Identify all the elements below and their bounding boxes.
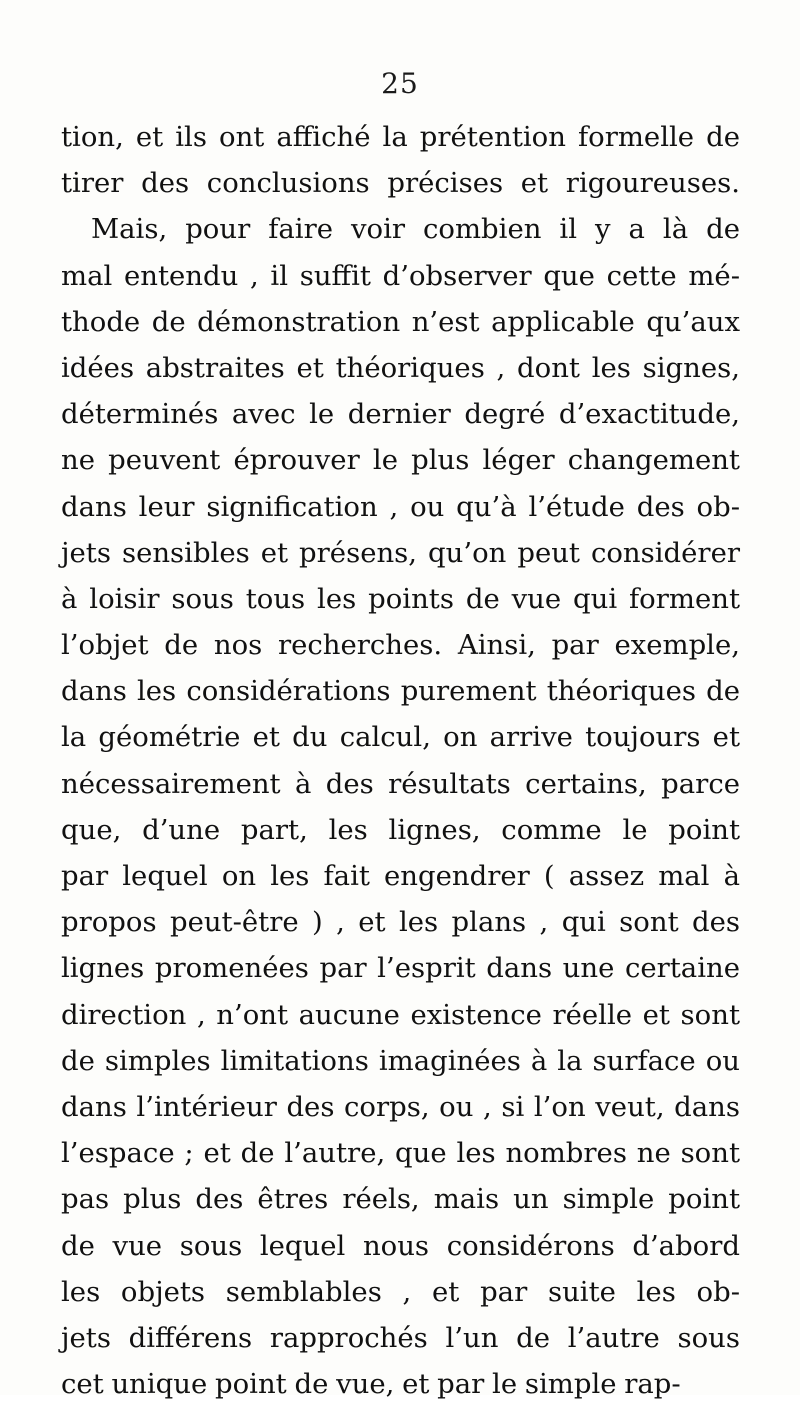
text-line: tirer des conclusions précises et rigoureuses. (61, 167, 740, 200)
text-line: dans les considérations purement théoriques de (61, 675, 740, 708)
text-line: l’espace ; et de l’autre, que les nombres ne sont (61, 1137, 740, 1170)
text-line: jets sensibles et présens, qu’on peut considérer (61, 536, 740, 569)
text-line: de vue sous lequel nous considérons d’abord (61, 1229, 740, 1262)
body-text (61, 114, 740, 1407)
page-number: 25 (381, 67, 419, 100)
text-line: ne peuvent éprouver le plus léger changement (61, 444, 740, 477)
text-line: déterminés avec le dernier degré d’exactitude, (61, 398, 740, 431)
text-line: tion, et ils ont affiché la prétention formelle de (61, 121, 740, 153)
text-line: direction , n’ont aucune existence réelle et sont (61, 998, 740, 1031)
text-line: Mais, pour faire voir combien il y a là de (91, 213, 740, 246)
text-line: nécessairement à des résultats certains, parce (61, 767, 740, 800)
text-line: la géométrie et du calcul, on arrive toujours et (61, 721, 740, 754)
text-line: de simples limitations imaginées à la surface ou (61, 1044, 740, 1077)
text-line: idées abstraites et théoriques , dont les signes, (61, 351, 740, 384)
text-line: que, d’une part, les lignes, comme le point (61, 813, 740, 846)
text-line: thode de démonstration n’est applicable qu’aux (61, 305, 740, 338)
text-line: cet unique point de vue, et par le simple rap- (61, 1368, 681, 1401)
text-line: l’objet de nos recherches. Ainsi, par exemple, (61, 629, 740, 662)
text-line: par lequel on les fait engendrer ( assez mal à (61, 860, 740, 892)
text-line: propos peut-être ) , et les plans , qui sont des (61, 906, 740, 939)
text-line: dans leur signification , ou qu’à l’étude des ob- (61, 490, 740, 523)
text-line: les objets semblables , et par suite les ob- (61, 1275, 740, 1308)
text-line: mal entendu , il suffit d’observer que cette mé- (61, 259, 740, 292)
text-line: dans l’intérieur des corps, ou , si l’on veut, dans (61, 1090, 740, 1123)
text-line: jets différens rapprochés l’un de l’autre sous (61, 1321, 740, 1354)
text-line: à loisir sous tous les points de vue qui forment (61, 582, 740, 615)
text-line: lignes promenées par l’esprit dans une certaine (61, 952, 740, 985)
text-line: pas plus des êtres réels, mais un simple point (61, 1183, 740, 1216)
